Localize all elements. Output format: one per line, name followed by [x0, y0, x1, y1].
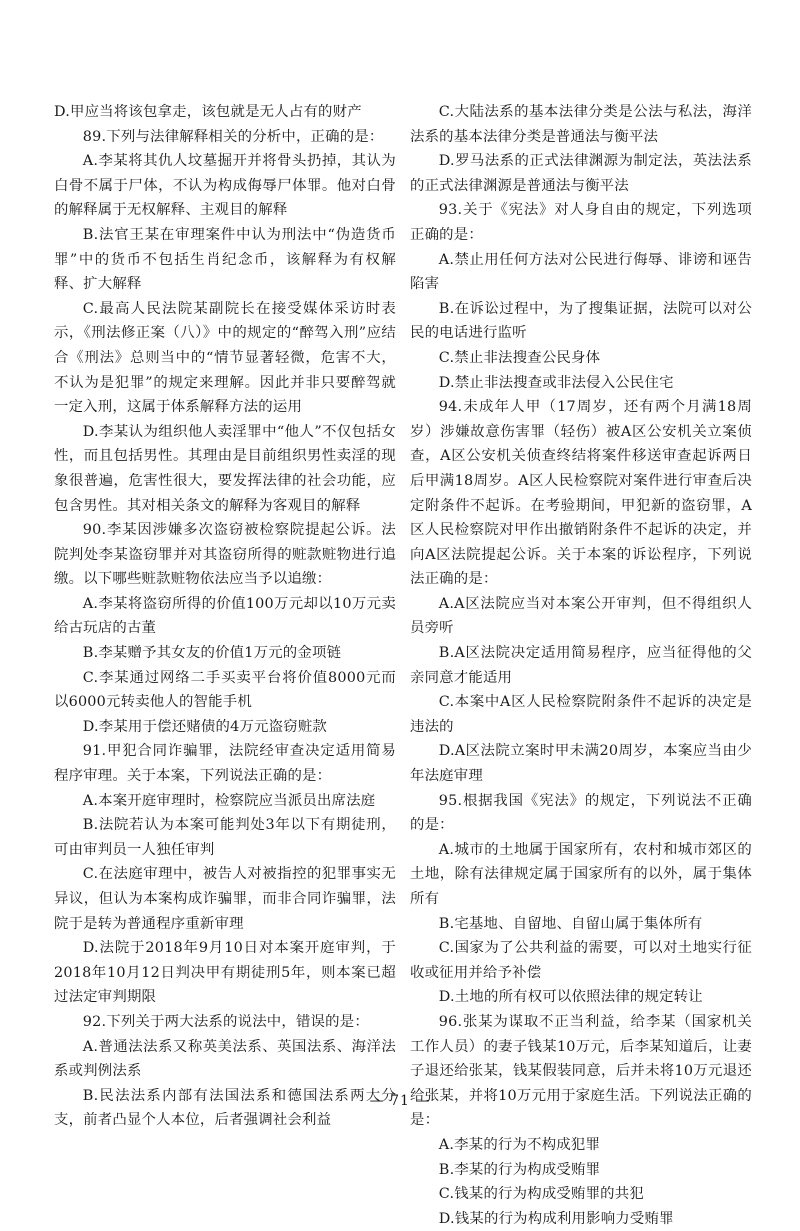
- option: A.普通法法系又称英美法系、英国法系、海洋法系或判例法系: [54, 1038, 396, 1080]
- question-91: 91.甲犯合同诈骗罪，法院经审查决定适用简易程序审理。关于本案，下列说法正确的是：: [54, 743, 396, 785]
- option: A.李某将其仇人坟墓掘开并将骨头扔掉，其认为白骨不属于尸体，不认为构成侮辱尸体罪。他对白骨的解释属于无权解释、主观目的解释: [54, 153, 396, 219]
- option: C.在法庭审理中，被告人对被指控的犯罪事实无异议，但认为本案构成诈骗罪，而非合同诈骗罪，法院于是转为普通程序重新审理: [54, 866, 396, 932]
- option: B.在诉讼过程中，为了搜集证据，法院可以对公民的电话进行监听: [410, 300, 752, 342]
- option: D.罗马法系的正式法律渊源为制定法，英法法系的正式法律渊源是普通法与衡平法: [410, 153, 752, 194]
- option: A.本案开庭审理时，检察院应当派员出席法庭: [82, 792, 376, 809]
- option: C.禁止非法搜查公民身体: [438, 349, 601, 366]
- page-number: — 71 —: [369, 1093, 431, 1109]
- option: C.国家为了公共利益的需要，可以对土地实行征收或征用并给予补偿: [410, 940, 752, 981]
- option: D.李某认为组织他人卖淫罪中“他人”不仅包括女性，而且包括男性。其理由是目前组织男性卖淫的现象很普遍，危害性很大，要发挥法律的社会功能，应包含男性。其对相关条文的解释为客观目的解释: [54, 423, 396, 514]
- option: A.禁止用任何方法对公民进行侮辱、诽谤和诬告陷害: [410, 251, 752, 293]
- option: C.李某通过网络二手买卖平台将价值8000元而以6000元转卖他人的智能手机: [54, 669, 396, 711]
- left-column: [54, 100, 396, 1133]
- option: D.A区法院立案时甲未满20周岁，本案应当由少年法庭审理: [410, 743, 752, 785]
- option: C.大陆法系的基本法律分类是公法与私法，海洋法系的基本法律分类是普通法与衡平法: [410, 104, 752, 145]
- option: D.李某用于偿还赌债的4万元盗窃赃款: [82, 718, 328, 735]
- right-column: [410, 100, 752, 1231]
- option: A.A区法院应当对本案公开审判，但不得组织人员旁听: [410, 595, 752, 637]
- question-93: 93.关于《宪法》对人身自由的规定，下列选项正确的是：: [410, 202, 752, 243]
- option: B.民法法系内部有法国法系和德国法系两大分支，前者凸显个人本位，后者强调社会利益: [54, 1087, 396, 1129]
- option: D.土地的所有权可以依照法律的规定转让: [438, 989, 703, 1006]
- paragraph: D.甲应当将该包拿走，该包就是无人占有的财产: [54, 104, 362, 120]
- question-94: 94.未成年人甲（17周岁，还有两个月满18周岁）涉嫌故意伤害罪（轻伤）被A区公安机关立案侦查，A区公安机关侦查终结将案件移送审查起诉两日后甲满18周岁。A区人民检察院对案件进行审查后决定附条件不起诉。在考验期间，甲犯新的盗窃罪，A区人民检察院对甲作出撤销附条件不起诉的决定，并向A区法院提起公诉。关于本案的诉讼程序，下列说法正确的是：: [410, 399, 752, 588]
- option: C.钱某的行为构成受贿罪的共犯: [438, 1186, 644, 1203]
- option: C.本案中A区人民检察院附条件不起诉的决定是违法的: [410, 694, 752, 735]
- option: B.李某的行为构成受贿罪: [438, 1161, 601, 1178]
- option: B.A区法院决定适用简易程序，应当征得他的父亲同意才能适用: [410, 645, 752, 686]
- question-92: 92.下列关于两大法系的说法中，错误的是：: [82, 1013, 369, 1030]
- option: B.宅基地、自留地、自留山属于集体所有: [438, 915, 703, 932]
- option: C.最高人民法院某副院长在接受媒体采访时表示，《刑法修正案（八）》中的规定的“醉驾入刑”应结合《刑法》总则当中的“情节显著轻微，危害不大，不认为是犯罪”的规定来理解。因此并非只要醉驾就一定入刑，这属于体系解释方法的运用: [54, 300, 396, 416]
- option: A.李某将盗窃所得的价值100万元却以10万元卖给古玩店的古董: [54, 595, 396, 637]
- option: B.法院若认为本案可能判处3年以下有期徒刑，可由审判员一人独任审判: [54, 817, 396, 858]
- question-96: 96.张某为谋取不正当利益，给李某（国家机关工作人员）的妻子钱某10万元，后李某知道后，让妻子退还给张某，钱某假装同意，后并未将10万元退还给张某，并将10万元用于家庭生活。下列说法正确的是：: [410, 1013, 752, 1129]
- option: D.法院于2018年9月10日对本案开庭审判，于2018年10月12日判决甲有期徒刑5年，则本案已超过法定审判期限: [54, 940, 396, 1006]
- option: D.禁止非法搜查或非法侵入公民住宅: [438, 374, 674, 391]
- option: D.钱某的行为构成利用影响力受贿罪: [438, 1210, 674, 1227]
- option: A.李某的行为不构成犯罪: [438, 1136, 601, 1153]
- question-90: 90.李某因涉嫌多次盗窃被检察院提起公诉。法院判处李某盗窃罪并对其盗窃所得的赃款赃物进行追缴。以下哪些赃款赃物依法应当予以追缴：: [54, 522, 396, 588]
- question-89: 89.下列与法律解释相关的分析中，正确的是：: [82, 128, 384, 145]
- option: A.城市的土地属于国家所有，农村和城市郊区的土地，除有法律规定属于国家所有的以外，属于集体所有: [410, 841, 752, 907]
- option: B.法官王某在审理案件中认为刑法中“伪造货币罪”中的货币不包括生肖纪念币，该解释为有权解释、扩大解释: [54, 226, 396, 293]
- question-95: 95.根据我国《宪法》的规定，下列说法不正确的是：: [410, 792, 752, 834]
- option: B.李某赠予其女友的价值1万元的金项链: [82, 645, 342, 662]
